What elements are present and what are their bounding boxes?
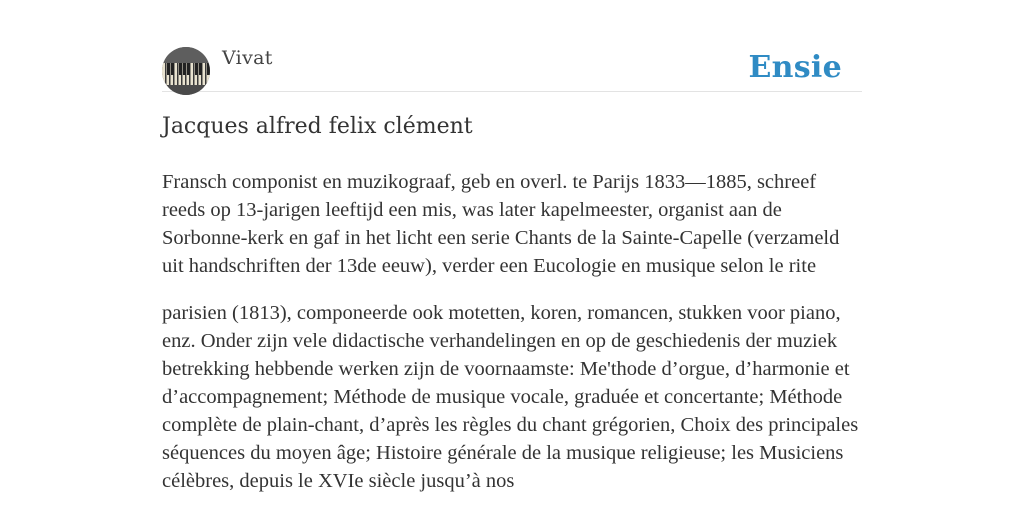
article-paragraph: parisien (1813), componeerde ook motetten, koren, romancen, stukken voor piano, enz. Onder zijn vele didactische verhandelingen en op de geschiedenis der muziek betrekking hebbende werken zijn de voornaamste: Me'thode d’orgue, d’harmonie et d’accompagnement; Méthode de musique vocale, graduée et concertante; Méthode complète de plain-chant, d’après les règles du chant grégorien, Choix des principales séquences du moyen âge; Histoire générale de la musique religieuse; les Musiciens célèbres, depuis le XVIe siècle jusqu’à nos [162, 302, 859, 492]
author-avatar[interactable] [162, 47, 210, 95]
article-body [162, 168, 864, 512]
article-title: Jacques alfred felix clément [162, 114, 473, 139]
header [162, 46, 862, 92]
author-name[interactable]: Vivat [222, 47, 273, 69]
article-paragraph: Fransch componist en muzikograaf, geb en overl. te Parijs 1833—1885, schreef reeds op 13-jarigen leeftijd een mis, was later kapelmeester, organist aan de Sorbonne-kerk en gaf in het licht een serie Chants de la Sainte-Capelle (verzameld uit handschriften der 13de eeuw), verder een Eucologie en musique selon le rite [162, 171, 840, 277]
piano-keys-avatar-icon [162, 47, 210, 95]
brand-logo-link[interactable]: Ensie [748, 50, 842, 85]
